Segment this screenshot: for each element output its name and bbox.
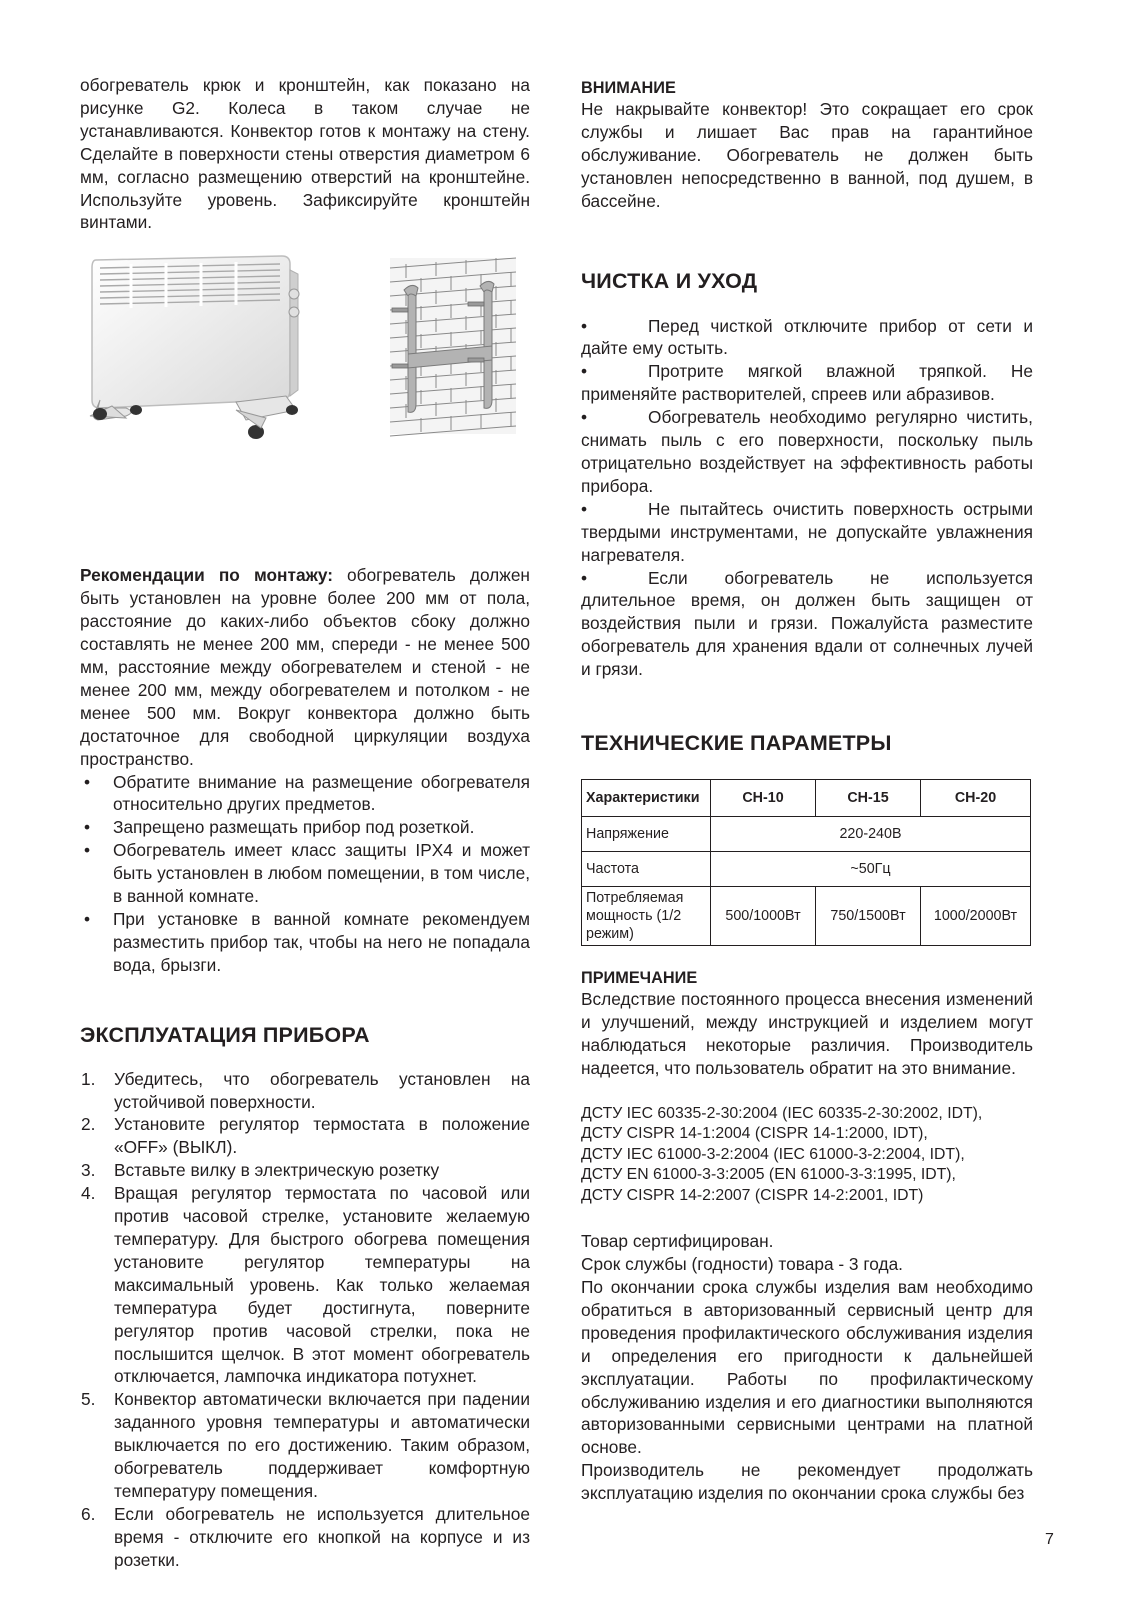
step-text: Если обогреватель не используется длительное время - отключите его кнопкой на корпусе и из розетки. (114, 1503, 530, 1570)
list-item (80, 1159, 530, 1182)
list-item (581, 360, 1033, 406)
table-cell: Частота (582, 852, 711, 887)
page-number: 7 (1045, 1531, 1054, 1548)
mount-recommendations (80, 564, 530, 770)
list-item: ДСТУ IEC 61000-3-2:2004 (IEC 61000-3-2:2004, IDT), (581, 1145, 965, 1163)
care-text: Обогреватель необходимо регулярно чистить, снимать пыль с его поверхности, поскольку пыль отрицательно воздействует на эффективность работы прибора. (581, 407, 1033, 496)
care-text: Протрите мягкой влажной тряпкой. Не применяйте растворителей, спреев или абразивов. (581, 361, 1033, 405)
table-cell: 750/1500Вт (816, 887, 921, 946)
list-item (80, 1503, 530, 1572)
right-column (581, 74, 1033, 1505)
intro-paragraph: обогреватель крюк и кронштейн, как показано на рисунке G2. Колеса в таком случае не устанавливаются. Конвектор готов к монтажу на стену. Сделайте в поверхности стены отверстия диаметром 6 мм, согласно размещению отверстий на кронштейне. Используйте уровень. Зафиксируйте кронштейн винтами. (80, 75, 530, 233)
table-row (582, 887, 1031, 946)
list-item (581, 315, 1033, 361)
care-text: Перед чисткой отключите прибор от сети и дайте ему остыть. (581, 315, 1033, 359)
list-item: • При установке в ванной комнате рекомендуем разместить прибор так, чтобы на него не попадала вода, брызги. (80, 908, 530, 977)
mount-title: Рекомендации по монтажу: (80, 565, 333, 586)
table-row (582, 852, 1031, 887)
final-text: Производитель не рекомендует продолжать эксплуатацию изделия по окончании срока службы без (581, 1460, 1033, 1504)
table-cell: 500/1000Вт (711, 887, 816, 946)
table-header-cell: CH-20 (921, 780, 1031, 817)
step-text: Конвектор автоматически включается при падении заданного уровня температуры и автоматически выключается по его достижению. Таким образом, обогреватель поддерживает комфортную температуру помещения. (114, 1389, 530, 1501)
standards-list (581, 1104, 1033, 1207)
list-item (581, 567, 1033, 682)
step-number: 5. (81, 1389, 96, 1410)
table-row (582, 817, 1031, 852)
mount-text: обогреватель должен быть установлен на уровне более 200 мм от пола, расстояние до каких-либо объектов сбоку должно составлять не менее 200 мм, спереди - не менее 500 мм, расстояние между обогревателем и стеной - не менее 200 мм, между обогревателем и потолком - не менее 500 мм. Вокруг конвектора должно быть достаточное для свободной циркуляции воздуха пространство. (80, 565, 530, 769)
list-item (80, 1113, 530, 1159)
bullet-icon: • (581, 567, 588, 588)
tech-table (581, 779, 1031, 946)
list-item: ДСТУ CISPR 14-2:2007 (CISPR 14-2:2001, IDT) (581, 1186, 924, 1204)
step-text: Убедитесь, что обогреватель установлен на устойчивой поверхности. (114, 1068, 530, 1112)
table-header-cell: CH-10 (711, 780, 816, 817)
list-item (80, 1068, 530, 1114)
bullet-icon: • (581, 361, 588, 382)
step-number: 3. (81, 1160, 96, 1181)
operation-heading: ЭКСПЛУАТАЦИЯ ПРИБОРА (80, 1022, 370, 1047)
table-header-cell: CH-15 (816, 780, 921, 817)
step-number: 1. (81, 1068, 96, 1089)
step-number: 4. (81, 1183, 96, 1204)
care-text: Не пытайтесь очистить поверхность острыми твердыми инструментами, не допускайте увлажнения нагревателя. (581, 498, 1033, 565)
table-row (582, 780, 1031, 817)
bullet-icon: • (581, 498, 588, 519)
mount-bullets (80, 771, 530, 977)
care-text: Если обогреватель не используется длительное время, он должен быть защищен от воздействия пыли и грязи. Пожалуйста разместите обогреватель для хранения вдали от солнечных лучей и грязи. (581, 567, 1033, 680)
note-heading: ПРИМЕЧАНИЕ (581, 969, 698, 988)
table-cell: Напряжение (582, 817, 711, 852)
list-item (80, 1388, 530, 1503)
list-item: • Запрещено размещать прибор под розеткой. (80, 816, 530, 839)
care-list (581, 315, 1033, 682)
table-header-cell: Характеристики (582, 780, 711, 817)
operation-steps (80, 1068, 530, 1572)
table-cell: ~50Гц (711, 852, 1031, 887)
list-item: • Обратите внимание на размещение обогревателя относительно других предметов. (80, 771, 530, 817)
step-text: Вставьте вилку в электрическую розетку (114, 1160, 440, 1181)
table-cell: 220-240В (711, 817, 1031, 852)
step-text: Установите регулятор термостата в положение «OFF» (ВЫКЛ). (114, 1114, 530, 1158)
list-item: ДСТУ CISPR 14-1:2004 (CISPR 14-1:2000, IDT), (581, 1125, 928, 1143)
care-heading: ЧИСТКА И УХОД (581, 268, 758, 293)
warning-heading: ВНИМАНИЕ (581, 79, 676, 97)
bullet-icon: • (581, 315, 588, 336)
service-text: По окончании срока службы изделия вам необходимо обратиться в авторизованный сервисный центр для проведения профилактического обслуживания изделия и определения его пригодности к дальнейшей эксплуатации. Работы по профилактическому обслуживанию изделия и его диагностики выполняются авторизованными сервисными центрами на платной основе. (581, 1276, 1033, 1458)
table-cell: Потребляемая мощность (1/2 режим) (582, 887, 711, 946)
warning-text: Не накрывайте конвектор! Это сокращает его срок службы и лишает Вас прав на гарантийное обслуживание. Обогреватель не должен быть установлен непосредственно в ванной, под душем, в бассейне. (581, 99, 1033, 211)
step-number: 2. (81, 1114, 96, 1135)
list-item: ДСТУ EN 61000-3-3:2005 (EN 61000-3-3:1995, IDT), (581, 1166, 956, 1184)
list-item: • Обогреватель имеет класс защиты IPX4 и может быть установлен в любом помещении, в том числе, в ванной комнате. (80, 839, 530, 908)
list-item: ДСТУ IEC 60335-2-30:2004 (IEC 60335-2-30:2002, IDT), (581, 1104, 983, 1122)
tech-heading: ТЕХНИЧЕСКИЕ ПАРАМЕТРЫ (581, 731, 892, 756)
bullet-icon: • (581, 407, 588, 428)
list-item (581, 406, 1033, 498)
note-text: Вследствие постоянного процесса внесения изменений и улучшений, между инструкцией и изделием могут наблюдаться некоторые различия. Производитель надеется, что пользователь обратит на это внимание. (581, 989, 1033, 1078)
certified-text: Товар сертифицирован. (581, 1231, 774, 1252)
service-life-text: Срок службы (годности) товара - 3 года. (581, 1254, 903, 1275)
step-number: 6. (81, 1503, 96, 1524)
step-text: Вращая регулятор термостата по часовой или против часовой стрелке, установите желаемую температуру. Для быстрого обогрева помещения установите регулятор температуры на максимальный уровень. Как только желаемая температура будет достигнута, поверните регулятор против часовой стрелки, пока не послышится щелчок. В этот момент обогреватель отключается, лампочка индикатора потухнет. (114, 1183, 530, 1387)
convector-heater-image (86, 250, 302, 445)
wall-bracket-image (386, 254, 520, 438)
list-item (80, 1182, 530, 1388)
list-item (581, 498, 1033, 567)
table-cell: 1000/2000Вт (921, 887, 1031, 946)
